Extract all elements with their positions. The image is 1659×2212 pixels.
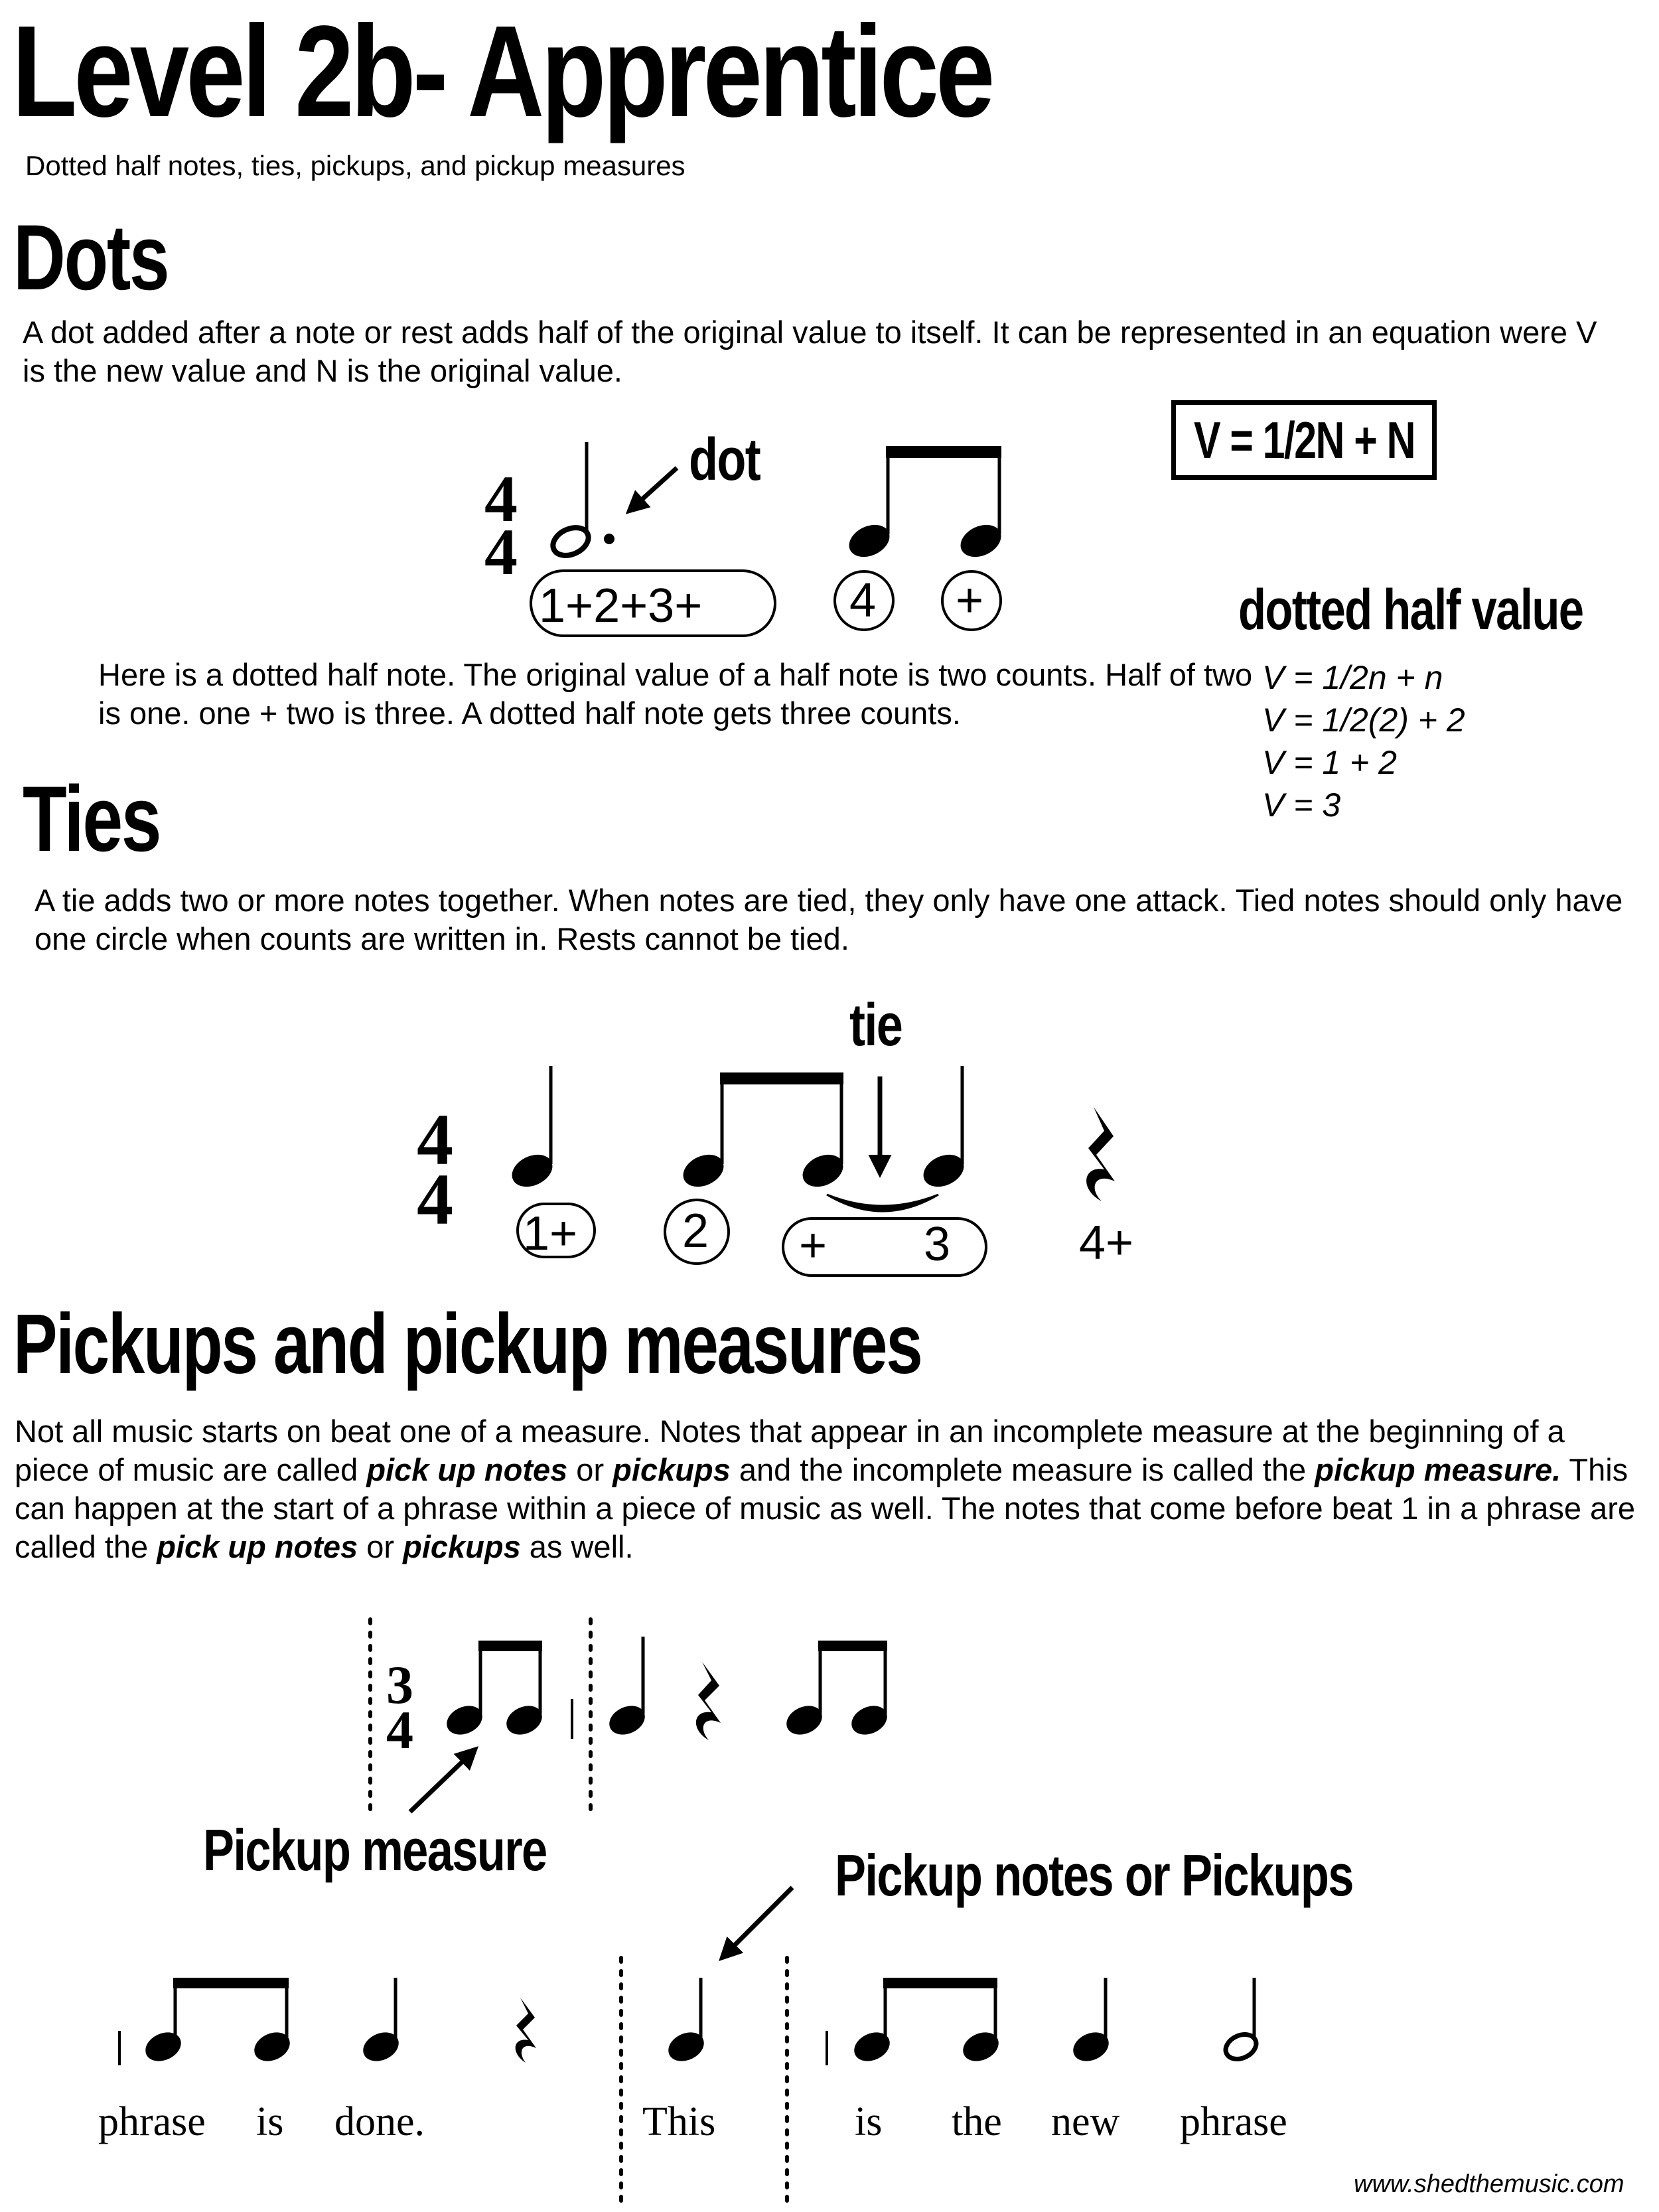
dots-count-1: 1+2+3+ (539, 579, 703, 632)
formula-text: V = 1/2N + N (1193, 410, 1415, 469)
ties-count-1: 1+ (523, 1207, 578, 1260)
paragraph-run: or (358, 1529, 403, 1564)
lyric-phrase: phrase (98, 2099, 206, 2144)
ties-count-2: 2 (682, 1205, 709, 1258)
emphasis-term: pickups (613, 1452, 731, 1487)
lyric-the: the (952, 2099, 1002, 2144)
paragraph-run: Not all music starts on beat one of a measure. Notes that appear in an incomplete measure at the beginning of a piece of music are called (15, 1414, 1565, 1487)
pickups-ts-bottom: 4 (386, 1700, 413, 1760)
pickup-measure-arrow (410, 1749, 475, 1812)
dots-count-3: + (956, 574, 984, 627)
page-title: Level 2b- Apprentice (12, 0, 992, 144)
ties-count-4: 3 (924, 1218, 951, 1271)
emphasis-term: pickup measure. (1315, 1452, 1561, 1487)
ties-count-bubble-1 (518, 1204, 595, 1257)
dots-paragraph: A dot added after a note or rest adds half of the original value to itself. It can be represented in an equation were V is the new value and N is the original value. (23, 315, 1597, 388)
pickup-beamed-eighths-2 (782, 1641, 892, 1740)
tie-curve (827, 1195, 938, 1211)
pickup-notes-label: Pickup notes or Pickups (835, 1842, 1353, 1908)
pickup-quarter (605, 1637, 650, 1740)
emphasis-term: pick up notes (157, 1529, 358, 1564)
tie-beamed-eighths (678, 1072, 849, 1193)
lyric-done: done. (334, 2099, 425, 2144)
dots-count-2: 4 (849, 574, 877, 627)
tie-quarter-2 (918, 1066, 970, 1193)
phrase-beamed-eighths-2 (849, 1978, 1003, 2067)
pickup-measure-label: Pickup measure (203, 1817, 547, 1883)
dots-ts-bottom: 4 (484, 515, 518, 589)
dotted-half-heading: dotted half value (1238, 578, 1583, 642)
ties-ts-bottom: 4 (417, 1159, 453, 1240)
ties-heading: Ties (23, 767, 161, 871)
website-footer: www.shedthemusic.com (1354, 2170, 1624, 2198)
ties-count-bubble-2 (665, 1200, 729, 1264)
emphasis-term: pick up notes (366, 1452, 568, 1487)
pickups-ts-top: 3 (386, 1655, 413, 1715)
lyric-new: new (1051, 2099, 1120, 2144)
ties-paragraph: A tie adds two or more notes together. When notes are tied, they only have one attack. Tied notes should only have one circle when counts are written in. Rests cannot be tied. (35, 883, 1623, 956)
dot-label: dot (689, 427, 760, 493)
phrase-pickup-quarter (664, 1978, 709, 2067)
tie-quarter-rest (1086, 1107, 1115, 1201)
pickup-beamed-eighths (442, 1641, 547, 1740)
dotted-half-explanation: Here is a dotted half note. The original value of a half note is two counts. Half of two is one. one + two is three. A dotted half note gets three counts. (98, 657, 1253, 731)
dotted-half-note (549, 442, 614, 561)
pickups-heading: Pickups and pickup measures (13, 1297, 922, 1392)
pickup-notes-arrow (722, 1887, 792, 1958)
tie-label: tie (849, 992, 902, 1059)
dots-ts-top: 4 (484, 462, 518, 536)
phrase-quarter-rest (516, 1998, 536, 2063)
paragraph-run: and the incomplete measure is called the (730, 1452, 1315, 1487)
lyric-is-2: is (855, 2099, 883, 2144)
paragraph-run: or (567, 1452, 613, 1487)
equation-2: V = 1/2(2) + 2 (1262, 701, 1465, 739)
phrase-quarter-2 (1068, 1978, 1114, 2067)
ties-count-3: + (799, 1219, 828, 1272)
dots-heading: Dots (13, 205, 169, 309)
paragraph-run: This can happen at the start of a phrase within a piece of music as well. The notes that come before beat 1 in a phrase are called the (15, 1452, 1635, 1564)
dots-count-bubble-3 (942, 571, 1001, 630)
emphasis-term: pickups (403, 1529, 521, 1564)
equation-4: V = 3 (1262, 786, 1341, 824)
lyric-phrase-2: phrase (1180, 2099, 1287, 2144)
lyric-is: is (256, 2099, 284, 2144)
dot-arrow (629, 468, 677, 511)
pickup-quarter-rest (696, 1662, 721, 1740)
tie-quarter-1 (507, 1066, 558, 1193)
equation-3: V = 1 + 2 (1262, 744, 1397, 781)
beamed-eighths-dots (844, 446, 1007, 563)
lyric-this: This (642, 2099, 716, 2144)
ties-count-5: 4+ (1079, 1217, 1134, 1270)
phrase-beamed-eighths-1 (141, 1978, 295, 2067)
paragraph-run: as well. (520, 1529, 634, 1564)
equation-1: V = 1/2n + n (1262, 659, 1443, 696)
page-subtitle: Dotted half notes, ties, pickups, and pickup measures (25, 150, 685, 181)
ties-ts-top: 4 (417, 1099, 453, 1180)
phrase-half-note (1222, 1978, 1260, 2064)
ties-count-bubble-3 (783, 1218, 986, 1276)
dots-count-bubble-1 (531, 571, 775, 636)
phrase-quarter-1 (358, 1978, 403, 2067)
dots-count-bubble-2 (835, 571, 893, 630)
